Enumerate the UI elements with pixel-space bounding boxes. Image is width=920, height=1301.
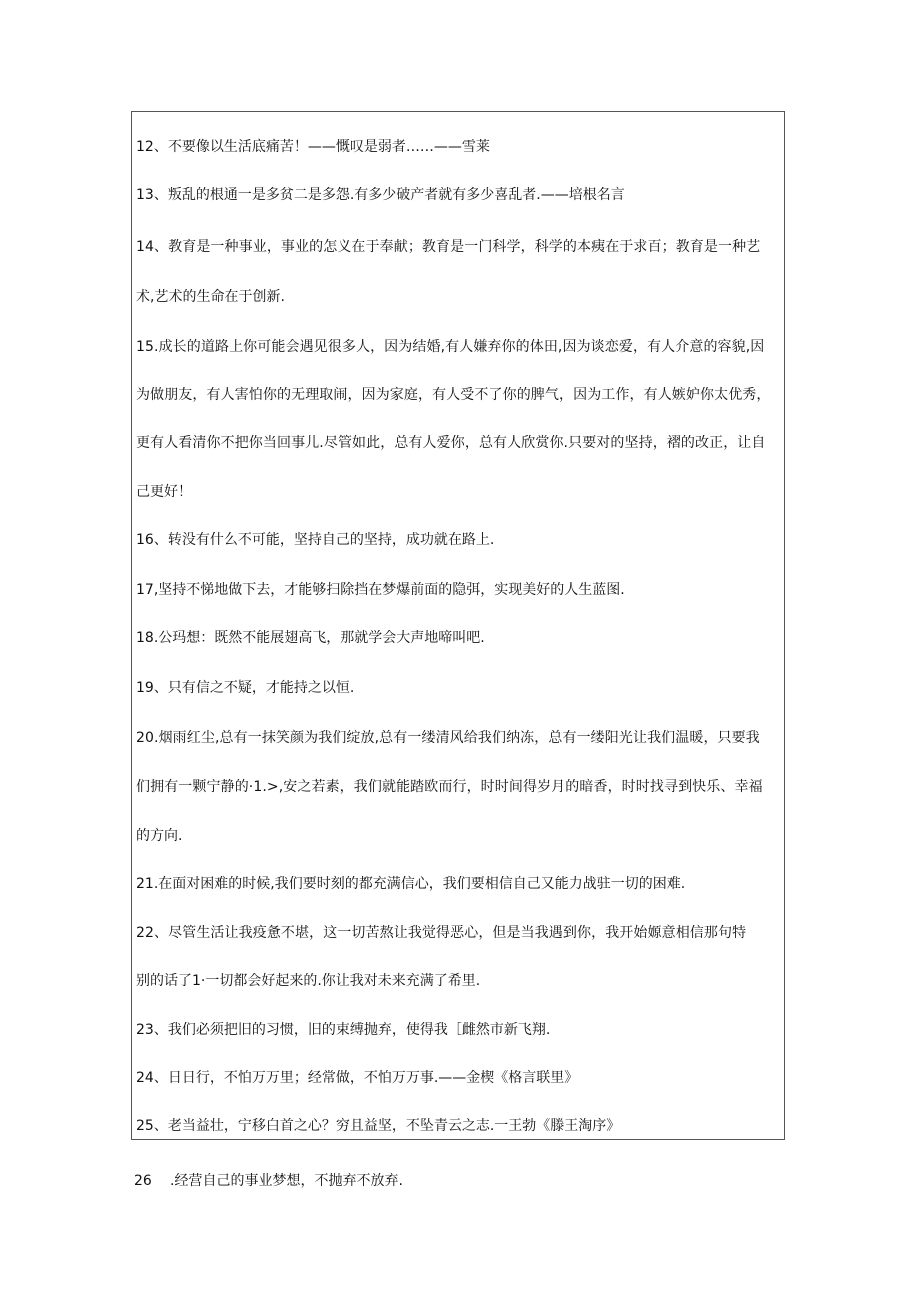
quote-text-26: .经营自己的事业梦想，不抛弃不放弃.: [170, 1173, 403, 1189]
quote-line-13: 13、叛乱的根通一是多贫二是多怨.有多少破产者就有多少喜乱者.——培根名言: [136, 187, 625, 203]
quote-line-20a: 20.烟雨红尘,总有一抹笑颜为我们绽放,总有一缕清风给我们纳冻，总有一缕阳光让我们温暖，只要我: [136, 730, 760, 746]
quote-line-16: 16、转没有什么不可能，坚持自己的坚持，成功就在路上.: [136, 532, 495, 548]
quote-line-17: 17,坚持不悌地做下去，才能够扫除挡在梦爆前面的隐弭，实现美好的人生蓝图.: [136, 582, 625, 598]
quote-line-12: 12、不要像以生活底痛苦！——慨叹是弱者……——雪莱: [136, 139, 490, 155]
quote-line-15d: 己更好！: [136, 484, 192, 500]
quote-line-25: 25、老当益壮，宁移白首之心？穷且益坚，不坠青云之志.一王勃《滕王淘序》: [136, 1118, 621, 1134]
quote-line-22a: 22、尽管生活让我疫惫不堪，这一切苦熬让我觉得恶心，但是当我遇到你，我开始嫄意相信那句特: [136, 925, 747, 941]
quote-line-15c: 更有人看清你不把你当回事儿.尽管如此，总有人爱你，总有人欣赏你.只要对的坚持，褶的改正，让自: [136, 435, 766, 451]
quote-line-14a: 14、教育是一种事业，事业的怎义在于奉献；教育是一门科学，科学的本痍在于求百；教育是一种艺: [136, 239, 761, 255]
quote-line-24: 24、日日行，不怕万万里；经常做，不怕万万事.——金楔《格言联里》: [136, 1070, 579, 1086]
quote-line-23: 23、我们必须把旧的习惯，旧的束缚抛弃，使得我［雌然市新飞翔.: [136, 1022, 551, 1038]
quote-line-15a: 15.成长的道路上你可能会遇见很多人，因为结婚,有人嫌弃你的体田,因为谈恋爱，有人介意的容貌,因: [136, 339, 765, 355]
quote-line-21: 21.在面对困难的时候,我们要时刻的都充满信心，我们要相信自己又能力战驻一切的困难.: [136, 876, 686, 892]
quote-line-22b: 别的话了1·一切都会好起来的.你让我对未来充满了希里.: [136, 973, 481, 989]
quote-line-20b: 们拥有一颗宁静的·1.>,安之若素，我们就能踏欧而行，时时间得岁月的暗香，时时找寻到快乐、幸福: [136, 779, 763, 795]
quote-line-18: 18.公玛想：既然不能展翅高飞，那就学会大声地啼叫吧.: [136, 630, 485, 646]
quote-line-20c: 的方向.: [136, 828, 183, 844]
quote-line-14b: 术,艺术的生命在于创新.: [136, 289, 285, 305]
quote-line-15b: 为做朋友，有人害怕你的无理取闹，因为家庭，有人受不了你的脾气，因为工作，有人嫉妒你太优秀，: [136, 387, 771, 403]
quote-line-19: 19、只有信之不疑，才能持之以恒.: [136, 680, 355, 696]
quote-number-26: 26: [134, 1173, 152, 1189]
quote-line-26: [134, 1171, 403, 1191]
